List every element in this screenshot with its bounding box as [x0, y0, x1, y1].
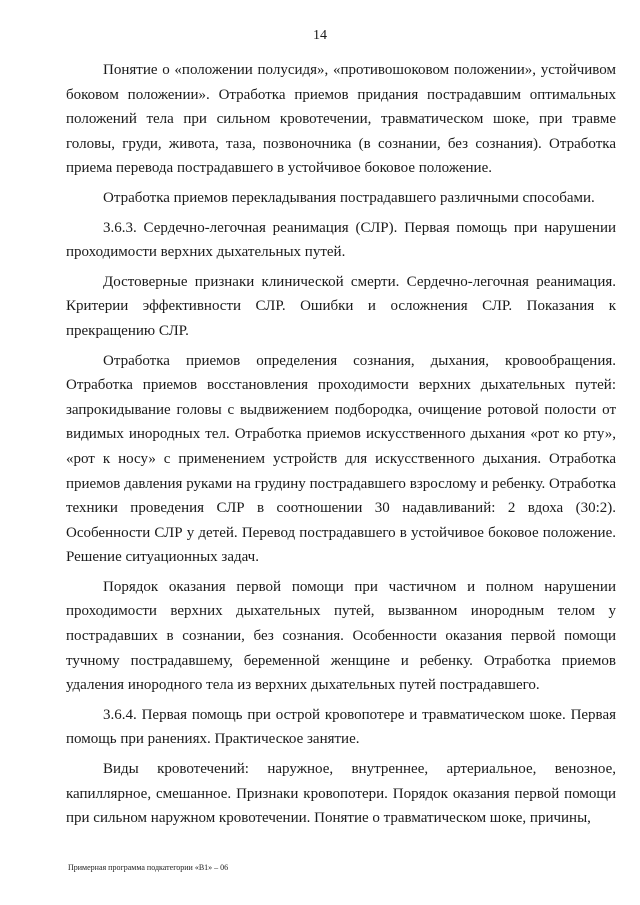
- paragraph-clinical-death: Достоверные признаки клинической смерти. Сердечно-легочная реанимация. Критерии эффективности СЛР. Ошибки и осложнения СЛР. Показания к прекращению СЛР.: [66, 273, 616, 339]
- paragraph-positions: Понятие о «положении полусидя», «противошоковом положении», устойчивом боковом положении». Отработка приемов придания пострадавшим оптимальных положений тела при сильном кровотечении, травматическом шоке, при травме головы, груди, живота, таза, позвоночника (в сознании, без сознания). Отработка приема перевода пострадавшего в устойчивое боковое положение.: [66, 62, 616, 177]
- section-heading-3-6-4: 3.6.4. Первая помощь при острой кровопотере и травматическом шоке. Первая помощь при ранениях. Практическое занятие.: [66, 706, 616, 748]
- section-heading-3-6-3: 3.6.3. Сердечно-легочная реанимация (СЛР). Первая помощь при нарушении проходимости верхних дыхательных путей.: [66, 219, 616, 261]
- paragraph-airway-obstruction: Порядок оказания первой помощи при частичном и полном нарушении проходимости верхних дыхательных путей, вызванном инородным телом у пострадавших в сознании, без сознания. Особенности оказания первой помощи тучному пострадавшему, беременной женщине и ребенку. Отработка приемов удаления инородного тела из верхних дыхательных путей пострадавшего.: [66, 578, 616, 694]
- page-number: 14: [313, 28, 327, 43]
- paragraph-bleeding-types: Виды кровотечений: наружное, внутреннее, артериальное, венозное, капиллярное, смешанное. Признаки кровопотери. Порядок оказания первой помощи при сильном наружном кровотечении. Понятие о травматическом шоке, причины,: [66, 761, 616, 827]
- page-footer: Примерная программа подкатегории «В1» – 06: [68, 863, 229, 872]
- paragraph-transfer: Отработка приемов перекладывания пострадавшего различными способами.: [103, 189, 595, 206]
- document-body: [66, 58, 616, 831]
- paragraph-cpr-practice: Отработка приемов определения сознания, дыхания, кровообращения. Отработка приемов восстановления проходимости верхних дыхательных путей: запрокидывание головы с выдвижением подбородка, очищение ротовой полости от видимых инородных тел. Отработка приемов искусственного дыхания «рот ко рту», «рот к носу» с применением устройств для искусственного дыхания. Отработка приемов давления руками на грудину пострадавшего взрослому и ребенку. Отработка техники проведения СЛР в соотношении 30 надавливаний: 2 вдоха (30:2). Особенности СЛР у детей. Перевод пострадавшего в устойчивое боковое положение. Решение ситуационных задач.: [66, 352, 616, 566]
